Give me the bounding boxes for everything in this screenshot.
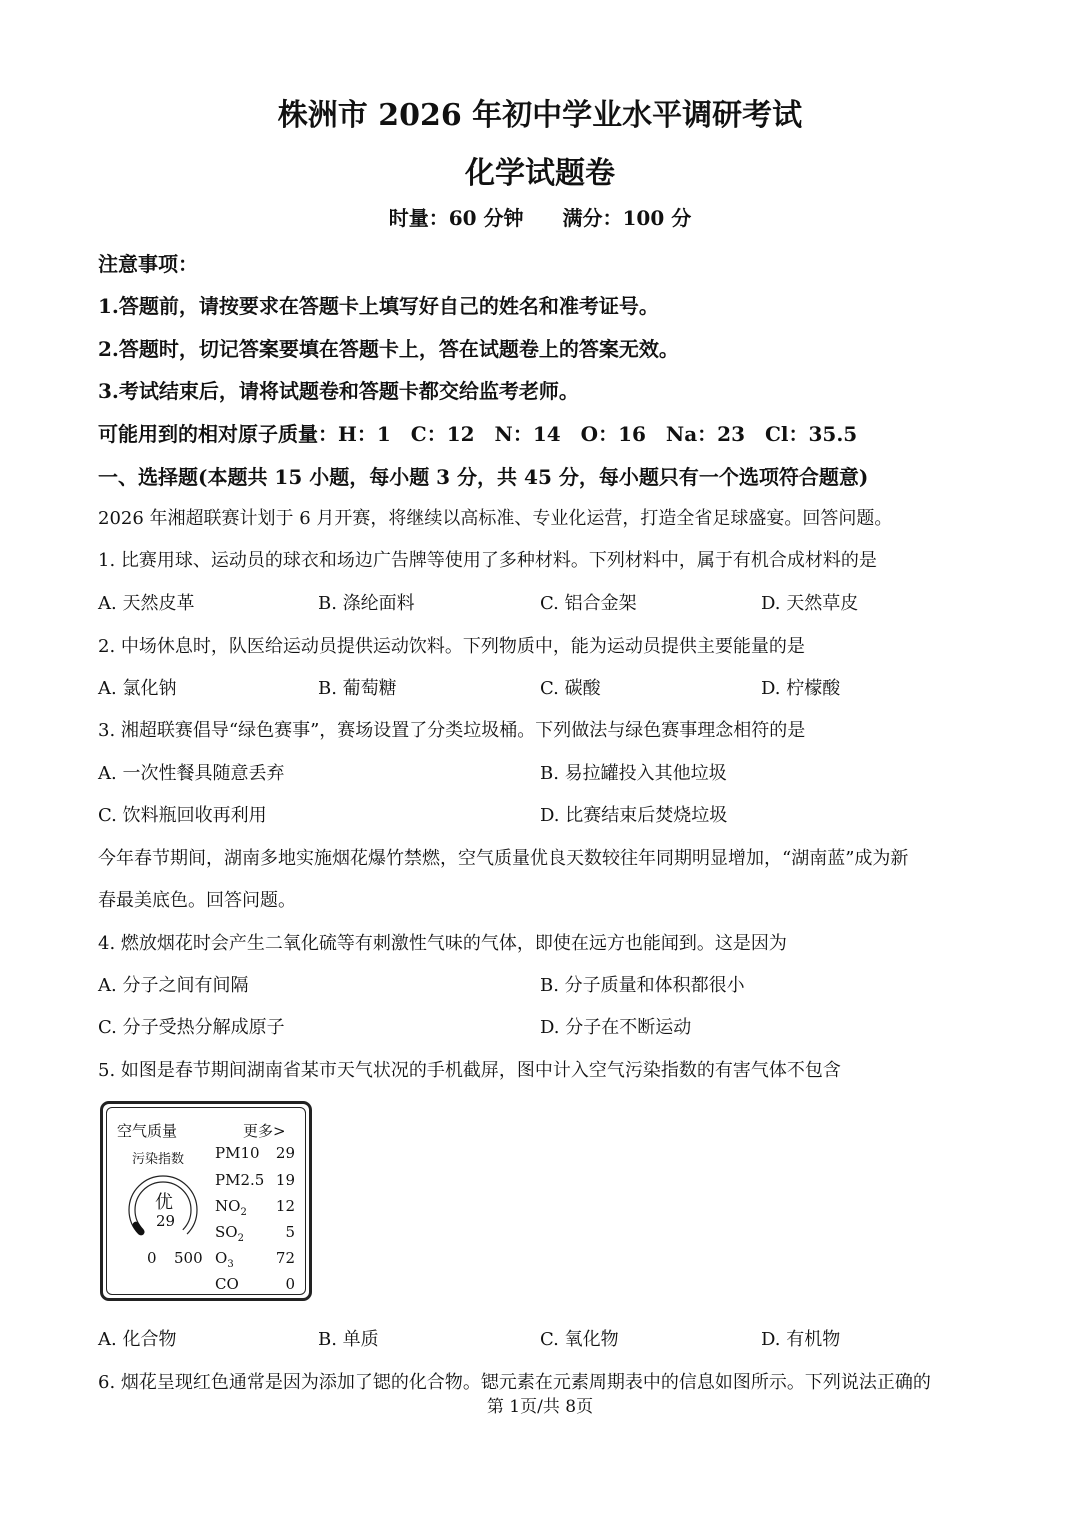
aq-pollutant-o3: $O_3$ xyxy=(215,1249,234,1270)
note-item-1: 1.答题前，请按要求在答题卡上填写好自己的姓名和准考证号。 xyxy=(98,294,659,318)
aq-pollutant-no2: $NO_2$ xyxy=(215,1197,247,1218)
exam-meta xyxy=(0,202,1080,231)
aq-value-so2: 5 xyxy=(285,1223,295,1241)
exam-subtitle: 化学试题卷 xyxy=(465,156,615,191)
q2-option-b: B. 葡萄糖 xyxy=(318,678,397,699)
aq-pollutant-pm10: PM10 xyxy=(215,1144,260,1162)
question-2-stem: 2. 中场休息时，队医给运动员提供运动饮料。下列物质中，能为运动员提供主要能量的是 xyxy=(98,636,805,657)
q5-option-c: C. 氧化物 xyxy=(540,1329,619,1350)
page-footer: 第 1页/共 8页 xyxy=(486,1397,594,1417)
aq-index-label: 污染指数 xyxy=(132,1152,185,1167)
q4-option-c: C. 分子受热分解成原子 xyxy=(98,1017,285,1038)
question-4-stem: 4. 燃放烟花时会产生二氧化硫等有刺激性气味的气体，即使在远方也能闻到。这是因为 xyxy=(98,933,787,954)
note-item-2: 2.答题时，切记答案要填在答题卡上，答在试题卷上的答案无效。 xyxy=(98,337,679,361)
air-quality-figure xyxy=(100,1101,312,1301)
intro-paragraph-2b: 春最美底色。回答问题。 xyxy=(98,890,296,911)
q2-option-c: C. 碳酸 xyxy=(540,678,601,699)
aq-more-link: 更多> xyxy=(243,1122,286,1140)
intro-paragraph-1: 2026 年湘超联赛计划于 6 月开赛，将继续以高标准、专业化运营，打造全省足球盛宴。回答问题。 xyxy=(98,508,893,529)
q2-option-d: D. 柠檬酸 xyxy=(761,678,841,699)
q5-option-b: B. 单质 xyxy=(318,1329,379,1350)
exam-time: 时量：60 分钟 xyxy=(388,206,524,230)
notes-heading: 注意事项： xyxy=(98,252,198,276)
section-heading: 一、选择题(本题共 15 小题，每小题 3 分，共 45 分，每小题只有一个选项符合题意) xyxy=(98,465,869,489)
exam-score: 满分：100 分 xyxy=(562,206,692,230)
exam-title: 株洲市 2026 年初中学业水平调研考试 xyxy=(277,98,803,133)
q3-option-a: A. 一次性餐具随意丢弃 xyxy=(98,763,285,784)
aq-pollutant-pm25: PM2.5 xyxy=(215,1171,265,1189)
q3-option-c: C. 饮料瓶回收再利用 xyxy=(98,805,267,826)
atomic-mass-line: 可能用到的相对原子质量：H：1 C：12 N：14 O：16 Na：23 Cl：35.5 xyxy=(98,422,858,446)
aq-value-o3: 72 xyxy=(275,1249,295,1267)
question-1-stem: 1. 比赛用球、运动员的球衣和场边广告牌等使用了多种材料。下列材料中，属于有机合成材料的是 xyxy=(98,550,877,571)
q5-option-d: D. 有机物 xyxy=(761,1329,841,1350)
aq-index-value: 29 xyxy=(156,1212,176,1230)
aq-grade: 优 xyxy=(155,1192,173,1213)
aq-title: 空气质量 xyxy=(117,1122,178,1140)
question-5-stem: 5. 如图是春节期间湖南省某市天气状况的手机截屏，图中计入空气污染指数的有害气体不包含 xyxy=(98,1060,841,1081)
aq-value-pm10: 29 xyxy=(275,1144,295,1162)
q4-option-a: A. 分子之间有间隔 xyxy=(98,975,249,996)
question-6-stem: 6. 烟花呈现红色通常是因为添加了锶的化合物。锶元素在元素周期表中的信息如图所示。下列说法正确的 xyxy=(98,1372,931,1393)
q4-option-d: D. 分子在不断运动 xyxy=(540,1017,692,1038)
q2-option-a: A. 氯化钠 xyxy=(98,678,177,699)
q1-option-a: A. 天然皮革 xyxy=(98,593,195,614)
aq-value-pm25: 19 xyxy=(275,1171,295,1189)
q1-option-b: B. 涤纶面料 xyxy=(318,593,415,614)
aq-scale-min: 0 xyxy=(147,1249,157,1267)
q5-option-a: A. 化合物 xyxy=(98,1329,177,1350)
intro-paragraph-2a: 今年春节期间，湖南多地实施烟花爆竹禁燃，空气质量优良天数较往年同期明显增加，“湖南蓝”成为新 xyxy=(98,848,909,869)
aq-pollutant-so2: $SO_2$ xyxy=(215,1223,244,1244)
aq-pollutant-co: CO xyxy=(215,1275,239,1293)
q4-option-b: B. 分子质量和体积都很小 xyxy=(540,975,745,996)
question-3-stem: 3. 湘超联赛倡导“绿色赛事”，赛场设置了分类垃圾桶。下列做法与绿色赛事理念相符的是 xyxy=(98,720,806,741)
aq-value-no2: 12 xyxy=(275,1197,295,1215)
aq-scale-max: 500 xyxy=(174,1249,203,1267)
aq-value-co: 0 xyxy=(285,1275,295,1293)
q3-option-d: D. 比赛结束后焚烧垃圾 xyxy=(540,805,728,826)
q1-option-c: C. 铝合金架 xyxy=(540,593,637,614)
q1-option-d: D. 天然草皮 xyxy=(761,593,859,614)
aq-gauge-fill xyxy=(136,1225,141,1232)
q3-option-b: B. 易拉罐投入其他垃圾 xyxy=(540,763,727,784)
note-item-3: 3.考试结束后，请将试题卷和答题卡都交给监考老师。 xyxy=(98,379,579,403)
